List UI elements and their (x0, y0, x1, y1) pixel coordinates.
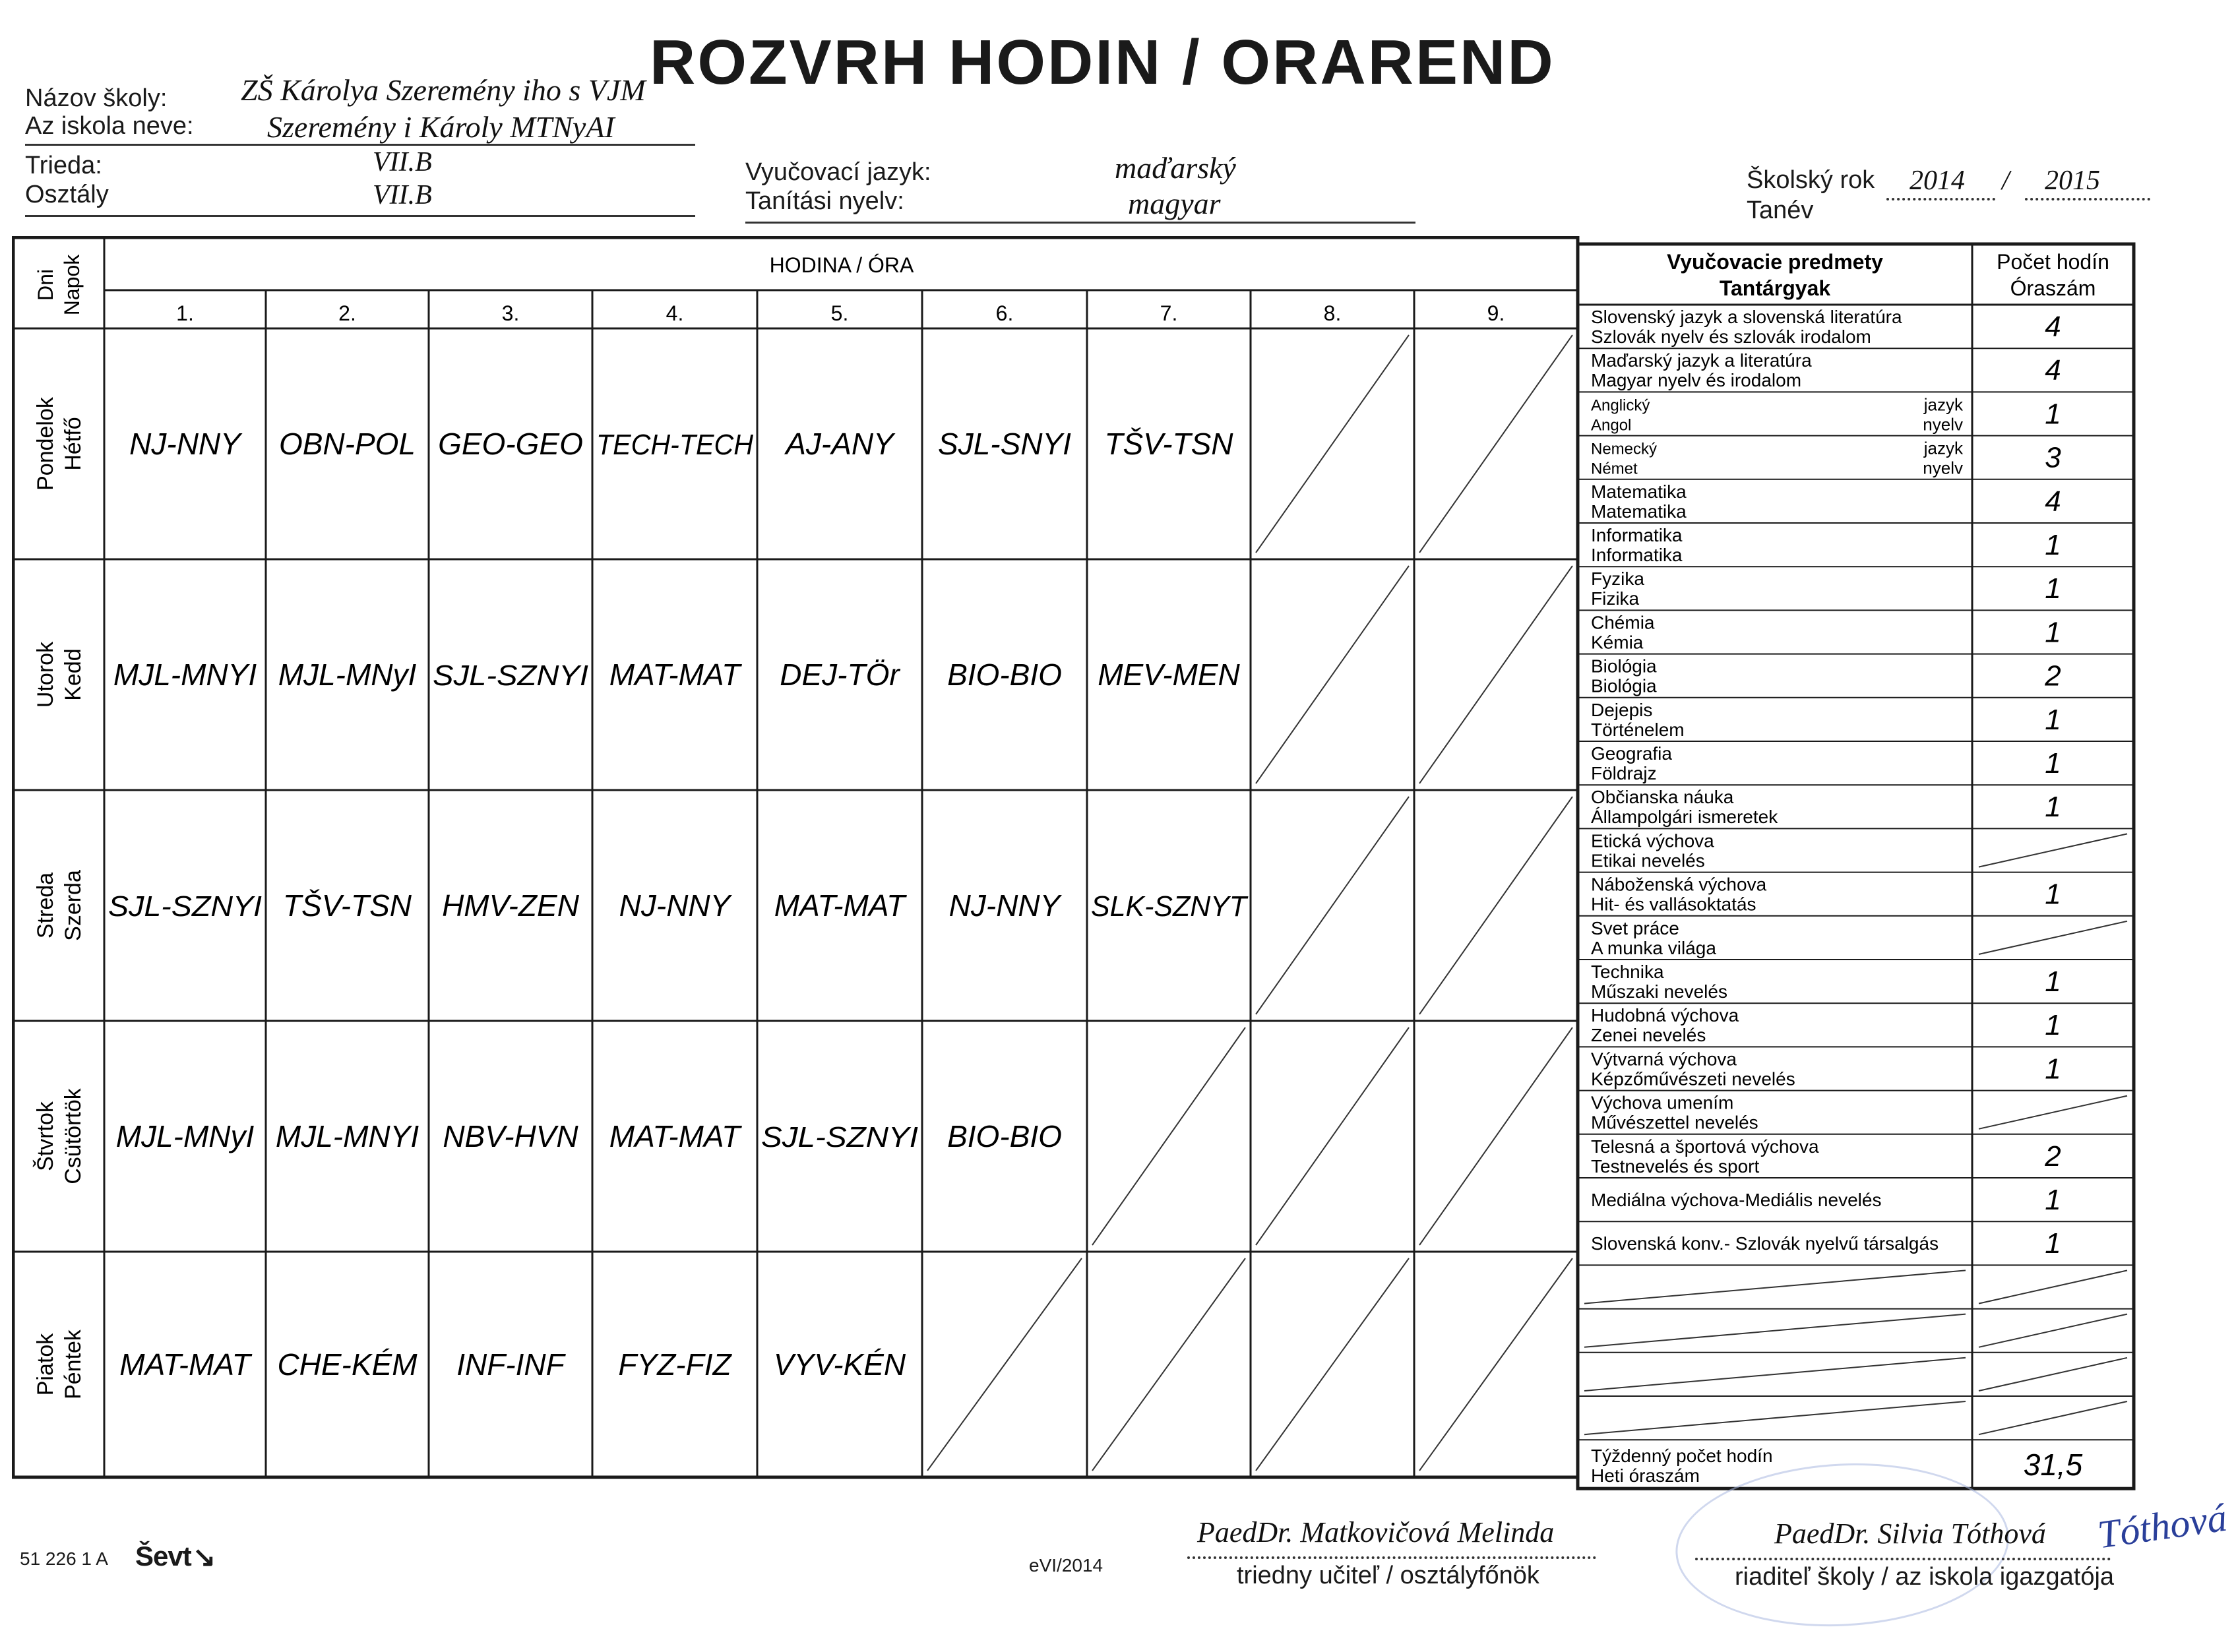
lesson-cell: SJL-SZNYI (108, 890, 262, 923)
lesson-cell: MJL-MNYI (113, 658, 257, 692)
empty-hours-strike (1979, 1096, 2127, 1129)
page-title: ROZVRH HODIN / ORAREND (650, 27, 1555, 98)
subject-name-sk: Fyzika (1591, 568, 1644, 590)
day-name-hu: Péntek (61, 1330, 86, 1399)
lang-label-hu: Tanítási nyelv: (745, 187, 904, 215)
lesson-cell: NBV-HVN (443, 1119, 578, 1153)
empty-slot-strike (1256, 1258, 1409, 1471)
lang-value-sk: maďarský (1115, 151, 1236, 185)
empty-slot-strike (1092, 1258, 1245, 1471)
period-number: 2. (338, 301, 356, 325)
empty-hours-strike (1979, 921, 2127, 954)
lesson-cell: MAT-MAT (609, 658, 741, 692)
publisher-arrow-icon: ↘ (193, 1541, 216, 1572)
class-value-hu: VII.B (373, 180, 432, 210)
subject-suffix-sk: jazyk (1923, 394, 1963, 415)
period-number: 3. (501, 301, 520, 325)
lesson-cell: OBN-POL (278, 427, 416, 461)
subject-hours: 1 (2045, 747, 2061, 780)
hours-header: HODINA / ÓRA (769, 253, 914, 277)
lesson-cell: SLK-SZNYT (1091, 890, 1249, 923)
subjects-header-sk: Vyučovacie predmety (1667, 250, 1883, 274)
day-name-sk: Štvrtok (33, 1101, 58, 1171)
lesson-cell: TECH-TECH (596, 429, 754, 461)
teacher-signature-line (1187, 1556, 1596, 1559)
lesson-cell: MEV-MEN (1098, 658, 1240, 692)
period-number: 4. (666, 301, 684, 325)
period-number: 8. (1323, 301, 1342, 325)
year-label-hu: Tanév (1747, 197, 1814, 224)
day-label-streda (33, 870, 86, 941)
subject-hours: 1 (2045, 1009, 2061, 1042)
day-name-sk: Utorok (33, 641, 58, 708)
school-value-sk: ZŠ Károlya Szeremény iho s VJM (241, 73, 646, 107)
school-underline (25, 144, 695, 146)
lesson-cell: MAT-MAT (609, 1119, 741, 1153)
subject-name-hu: Német (1591, 460, 1638, 478)
subject-hours: 1 (2045, 398, 2061, 431)
edition-code: eVI/2014 (1029, 1555, 1103, 1576)
period-number: 5. (830, 301, 849, 325)
days-header-hu: Napok (60, 254, 84, 316)
lesson-cell: SJL-SZNYI (433, 659, 588, 692)
empty-slot-strike (1419, 335, 1572, 553)
subject-hours: 1 (2045, 965, 2061, 998)
subject-name-hu: Magyar nyelv és irodalom (1591, 370, 1802, 391)
subject-hours: 4 (2045, 354, 2061, 387)
empty-slot-strike (1256, 566, 1409, 783)
form-code: 51 226 1 A (20, 1548, 108, 1569)
empty-slot-strike (1419, 1258, 1572, 1471)
empty-hours-strike (1979, 1270, 2127, 1303)
day-label-piatok (33, 1329, 86, 1399)
days-header-sk: Dni (34, 268, 57, 301)
subject-hours: 1 (2045, 878, 2061, 911)
teacher-role: triedny učiteľ / osztályfőnök (1237, 1562, 1539, 1589)
subject-suffix-hu: nyelv (1923, 458, 1963, 478)
empty-slot-strike (1419, 566, 1572, 783)
day-name-sk: Pondelok (33, 397, 58, 491)
lesson-cell: BIO-BIO (947, 1119, 1062, 1153)
publisher-logo: Ševt (135, 1541, 191, 1572)
empty-hours-strike (1979, 1401, 2127, 1434)
subject-name-sk: Biológia (1591, 656, 1657, 677)
empty-subject-strike (1584, 1358, 1966, 1391)
subject-suffix-hu: nyelv (1923, 414, 1963, 435)
lesson-cell: AJ-ANY (786, 427, 894, 461)
class-label-hu: Osztály (25, 181, 109, 208)
empty-slot-strike (1092, 1027, 1245, 1245)
lesson-cell: MJL-MNyI (115, 1119, 255, 1153)
subject-name-sk: Telesná a športová výchova (1591, 1136, 1819, 1157)
lang-underline (745, 222, 1415, 224)
teacher-name: PaedDr. Matkovičová Melinda (1197, 1516, 1555, 1548)
day-label-pondelok (33, 396, 86, 491)
empty-subject-strike (1584, 1401, 1966, 1434)
empty-slot-strike (927, 1258, 1082, 1471)
lang-value-hu: magyar (1128, 187, 1221, 220)
period-number: 6. (995, 301, 1014, 325)
count-header-hu: Óraszám (2010, 276, 2096, 300)
total-label-hu: Heti óraszám (1591, 1465, 1700, 1486)
subject-hours: 1 (2045, 1184, 2061, 1216)
school-value-hu: Szeremény i Károly MTNyAI (267, 110, 615, 144)
empty-subject-strike (1584, 1270, 1966, 1303)
empty-slot-strike (1419, 797, 1572, 1014)
subject-name-sk: Dejepis (1591, 699, 1653, 720)
lesson-cell: NJ-NNY (129, 427, 241, 461)
subject-hours: 1 (2045, 703, 2061, 736)
subject-name-hu: Hit- és vallásoktatás (1591, 894, 1756, 915)
director-signature-line (1695, 1558, 2111, 1560)
subjects-table (1570, 236, 2144, 1502)
subject-name-hu: Művészettel nevelés (1591, 1112, 1758, 1133)
school-label-hu: Az iskola neve: (25, 112, 194, 140)
subject-hours: 2 (2045, 659, 2061, 692)
empty-slot-strike (1256, 1027, 1409, 1245)
subject-name-hu: Történelem (1591, 719, 1685, 740)
subject-name-sk: Maďarský jazyk a literatúra (1591, 350, 1812, 371)
subject-name-sk: Etická výchova (1591, 830, 1714, 851)
subject-name-hu: Szlovák nyelv és szlovák irodalom (1591, 326, 1871, 347)
subject-suffix-sk: jazyk (1923, 438, 1963, 458)
year-to-dotline (2025, 198, 2150, 200)
director-role: riaditeľ školy / az iskola igazgatója (1735, 1563, 2115, 1591)
year-to: 2015 (2045, 166, 2100, 196)
subject-name-hu: Biológia (1591, 675, 1657, 696)
subject-name-hu: Angol (1591, 416, 1632, 435)
lesson-cell: SJL-SNYI (938, 427, 1071, 461)
subject-hours: 4 (2045, 485, 2061, 518)
subject-hours: 3 (2045, 441, 2061, 474)
subject-name-sk: Anglický (1591, 396, 1650, 415)
subject-name-sk: Náboženská výchova (1591, 874, 1767, 895)
period-number: 9. (1487, 301, 1505, 325)
subject-name-hu: Fizika (1591, 588, 1640, 609)
subject-name: Slovenská konv.- Szlovák nyelvű társalgás (1591, 1233, 1939, 1254)
subject-name-sk: Občianska náuka (1591, 787, 1734, 808)
count-header-sk: Počet hodín (1997, 250, 2109, 274)
subject-name-hu: Matematika (1591, 501, 1687, 522)
day-name-hu: Hétfő (61, 417, 86, 471)
empty-slot-strike (1419, 1027, 1572, 1245)
year-label-sk: Školský rok (1747, 166, 1875, 194)
subject-hours: 1 (2045, 791, 2061, 824)
subject-hours: 1 (2045, 1227, 2061, 1260)
class-underline (25, 215, 695, 217)
class-label-sk: Trieda: (25, 152, 102, 179)
subject-name-hu: Állampolgári ismeretek (1591, 807, 1778, 828)
subject-hours: 1 (2045, 1053, 2061, 1086)
subject-name-sk: Chémia (1591, 612, 1655, 633)
subject-name-hu: Zenei nevelés (1591, 1025, 1706, 1046)
subject-name-sk: Výchova umením (1591, 1092, 1734, 1113)
lesson-cell: BIO-BIO (947, 658, 1062, 692)
period-number: 1. (176, 301, 194, 325)
director-name: PaedDr. Silvia Tóthová (1774, 1517, 2046, 1550)
subject-name-hu: Informatika (1591, 545, 1683, 565)
lesson-cell: TŠV-TSN (1104, 427, 1233, 461)
lesson-cell: MAT-MAT (774, 888, 906, 923)
subject-name-hu: A munka világa (1591, 937, 1716, 958)
timetable-grid (12, 236, 1595, 1496)
subject-name-sk: Geografia (1591, 743, 1672, 764)
lesson-cell: GEO-GEO (438, 427, 583, 461)
lesson-cell: MJL-MNYI (275, 1119, 419, 1153)
day-name-hu: Szerda (61, 870, 86, 941)
subject-hours: 1 (2045, 529, 2061, 561)
lesson-cell: INF-INF (456, 1347, 565, 1382)
subject-name-hu: Képzőművészeti nevelés (1591, 1068, 1795, 1089)
total-label-sk: Týždenný počet hodín (1591, 1446, 1773, 1467)
year-from-dotline (1886, 198, 1995, 200)
empty-hours-strike (1979, 1314, 2127, 1347)
days-header (34, 254, 84, 316)
period-number: 7. (1160, 301, 1178, 325)
year-separator: / (2002, 166, 2010, 196)
subject-name-sk: Matematika (1591, 481, 1687, 502)
empty-slot-strike (1256, 335, 1409, 553)
subject-name-sk: Výtvarná výchova (1591, 1049, 1737, 1070)
empty-hours-strike (1979, 834, 2127, 867)
lesson-cell: FYZ-FIZ (618, 1347, 731, 1382)
lesson-cell: CHE-KÉM (277, 1347, 418, 1382)
subject-name-sk: Technika (1591, 962, 1664, 982)
lesson-cell: MAT-MAT (119, 1347, 251, 1382)
lesson-cell: TŠV-TSN (282, 888, 412, 923)
grid-border (13, 237, 1578, 1477)
subject-hours: 1 (2045, 616, 2061, 649)
subject-name-sk: Svet práce (1591, 917, 1679, 938)
day-label-utorok (33, 641, 86, 708)
day-label-štvrtok (33, 1087, 86, 1184)
director-signature: Tóthová (2095, 1495, 2230, 1557)
subject-name-sk: Informatika (1591, 525, 1683, 545)
empty-slot-strike (1256, 797, 1409, 1014)
subject-hours: 2 (2045, 1140, 2061, 1173)
subject-name-sk: Nemecký (1591, 440, 1658, 458)
day-name-sk: Piatok (33, 1333, 58, 1396)
lesson-cell: NJ-NNY (948, 888, 1061, 923)
subject-name-hu: Kémia (1591, 632, 1644, 653)
empty-hours-strike (1979, 1358, 2127, 1391)
lesson-cell: VYV-KÉN (773, 1347, 906, 1382)
lesson-cell: MJL-MNyI (278, 658, 417, 692)
subject-hours: 1 (2045, 572, 2061, 605)
lesson-cell: NJ-NNY (619, 888, 731, 923)
lesson-cell: HMV-ZEN (442, 888, 579, 923)
empty-subject-strike (1584, 1314, 1966, 1347)
lesson-cell: DEJ-TÖr (780, 658, 900, 692)
subject-name-hu: Műszaki nevelés (1591, 981, 1727, 1002)
total-hours-value: 31,5 (2023, 1448, 2083, 1483)
subject-name-sk: Hudobná výchova (1591, 1005, 1739, 1026)
subject-name-hu: Etikai nevelés (1591, 850, 1705, 871)
subject-name-hu: Földrajz (1591, 763, 1657, 783)
day-name-hu: Kedd (61, 648, 86, 701)
day-name-sk: Streda (33, 872, 58, 939)
subject-hours: 4 (2045, 311, 2061, 343)
year-from: 2014 (1910, 166, 1965, 196)
class-value-sk: VII.B (373, 147, 432, 177)
subject-name: Mediálna výchova-Mediális nevelés (1591, 1190, 1882, 1210)
lang-label-sk: Vyučovací jazyk: (745, 158, 931, 186)
subject-name-sk: Slovenský jazyk a slovenská literatúra (1591, 307, 1902, 327)
school-label-sk: Názov školy: (25, 84, 168, 112)
day-name-hu: Csütörtök (61, 1088, 86, 1184)
subjects-header-hu: Tantárgyak (1719, 276, 1831, 300)
subject-name-hu: Testnevelés és sport (1591, 1155, 1760, 1177)
lesson-cell: SJL-SZNYI (761, 1121, 918, 1153)
